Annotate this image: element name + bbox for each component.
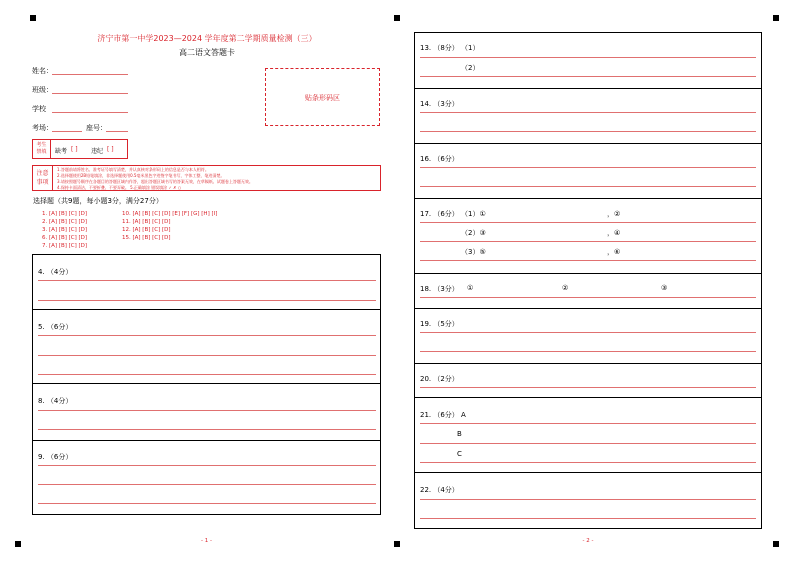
answer-line[interactable] bbox=[38, 280, 376, 281]
mc-row[interactable]: 2. [A] [B] [C] [D] bbox=[42, 219, 88, 225]
answer-line[interactable] bbox=[420, 112, 756, 113]
question-label: 13. （8分） （1） bbox=[420, 44, 480, 52]
question-label: 20. （2分） bbox=[420, 375, 459, 383]
divider bbox=[415, 472, 761, 473]
seat-field[interactable] bbox=[106, 131, 128, 132]
answer-line[interactable] bbox=[38, 465, 376, 466]
name-label: 姓名： bbox=[32, 67, 53, 75]
mc-column-2 bbox=[122, 210, 217, 242]
page-number: - 1 - bbox=[201, 538, 212, 544]
card-subtitle: 高二语文答题卡 bbox=[179, 48, 235, 57]
question-label: 5. （6分） bbox=[38, 323, 73, 331]
sub-question-label: ② bbox=[562, 284, 569, 292]
question-label: 8. （4分） bbox=[38, 397, 73, 405]
sub-question-label: （2）③ bbox=[461, 229, 486, 237]
answer-line[interactable] bbox=[420, 297, 756, 298]
status-label: 考生 禁填 bbox=[33, 140, 51, 158]
sub-question-label: （2） bbox=[461, 64, 480, 72]
question-label: 9. （6分） bbox=[38, 453, 73, 461]
divider bbox=[415, 273, 761, 274]
mc-heading: 选择题（共9题，每小题3分，满分27分） bbox=[33, 197, 163, 205]
sub-question-label: ③ bbox=[661, 284, 668, 292]
answer-line[interactable] bbox=[420, 423, 756, 424]
sub-question-label: ，⑥ bbox=[607, 248, 621, 256]
mc-row[interactable]: 10. [A] [B] [C] [D] [E] [F] [G] [H] [I] bbox=[122, 211, 218, 217]
sub-question-label: B bbox=[457, 430, 462, 438]
question-label: 17. （6分） （1）① bbox=[420, 210, 486, 218]
divider bbox=[415, 308, 761, 309]
answer-line[interactable] bbox=[38, 410, 376, 411]
question-label: 14. （3分） bbox=[420, 100, 459, 108]
answer-line[interactable] bbox=[420, 76, 756, 77]
question-label: 4. （4分） bbox=[38, 268, 73, 276]
divider bbox=[33, 383, 380, 384]
answer-line[interactable] bbox=[420, 241, 756, 242]
room-field[interactable] bbox=[52, 131, 82, 132]
seat-label: 座号： bbox=[86, 124, 107, 132]
answer-line[interactable] bbox=[420, 518, 756, 519]
answer-area-right bbox=[414, 32, 762, 529]
answer-line[interactable] bbox=[420, 332, 756, 333]
question-label: 18. （3分） bbox=[420, 285, 459, 293]
answer-line[interactable] bbox=[38, 429, 376, 430]
sub-question-label: ① bbox=[467, 284, 474, 292]
page-number: - 2 - bbox=[582, 538, 594, 544]
registration-mark bbox=[773, 15, 779, 21]
answer-line[interactable] bbox=[420, 167, 756, 168]
registration-mark bbox=[394, 541, 400, 547]
mc-row[interactable]: 1. [A] [B] [C] [D] bbox=[42, 211, 88, 217]
name-field[interactable] bbox=[52, 74, 128, 75]
divider bbox=[415, 397, 761, 398]
answer-line[interactable] bbox=[420, 57, 756, 58]
room-label: 考场： bbox=[32, 124, 53, 132]
mc-row[interactable]: 12. [A] [B] [C] [D] bbox=[122, 227, 171, 233]
answer-line[interactable] bbox=[38, 484, 376, 485]
sub-question-label: （3）⑤ bbox=[461, 248, 486, 256]
status-box bbox=[32, 139, 128, 159]
mc-row[interactable]: 7. [A] [B] [C] [D] bbox=[42, 243, 88, 249]
notice-label: 注意 事项 bbox=[33, 166, 53, 190]
divider bbox=[415, 363, 761, 364]
notice-text: 1.答题前请将姓名、准考证号填写清楚，并认真核对条形码上的信息是否与本人相符。 2.选择题使用2B铅笔填涂，非选择题使用0.5毫米黑色字迹签字笔书写，字体工整，笔迹清楚。 3.请按照题号顺序在各题目的答题区域内作答，超出答题区域书写的答案无效，在草稿纸、试题卷上答题无效。 4.保持卡面清洁，不要折叠、不要弄破。 5.正确填涂 错误填涂 ✓ ✗ ○ bbox=[57, 167, 253, 190]
registration-mark bbox=[30, 15, 36, 21]
mc-row[interactable]: 6. [A] [B] [C] [D] bbox=[42, 235, 88, 241]
divider bbox=[33, 309, 380, 310]
answer-line[interactable] bbox=[38, 503, 376, 504]
registration-mark bbox=[773, 541, 779, 547]
answer-line[interactable] bbox=[38, 335, 376, 336]
registration-mark bbox=[15, 541, 21, 547]
answer-line[interactable] bbox=[420, 260, 756, 261]
answer-line[interactable] bbox=[38, 355, 376, 356]
divider bbox=[415, 198, 761, 199]
question-label: 22. （4分） bbox=[420, 486, 459, 494]
mc-row[interactable]: 3. [A] [B] [C] [D] bbox=[42, 227, 88, 233]
absent-label: 缺考 bbox=[55, 148, 68, 155]
sub-question-label: C bbox=[457, 450, 462, 458]
question-label: 21. （6分） A bbox=[420, 411, 466, 419]
answer-line[interactable] bbox=[420, 499, 756, 500]
barcode-label: 贴条形码区 bbox=[305, 94, 340, 102]
exam-title: 济宁市第一中学2023—2024 学年度第二学期质量检测（三） bbox=[97, 34, 317, 43]
class-field[interactable] bbox=[52, 93, 128, 94]
answer-area-left bbox=[32, 254, 381, 515]
answer-line[interactable] bbox=[420, 443, 756, 444]
answer-line[interactable] bbox=[38, 374, 376, 375]
mc-row[interactable]: 11. [A] [B] [C] [D] bbox=[122, 219, 171, 225]
notice-box bbox=[32, 165, 381, 191]
registration-mark bbox=[394, 15, 400, 21]
barcode-area bbox=[265, 68, 380, 126]
answer-line[interactable] bbox=[38, 300, 376, 301]
absent-checkbox[interactable]: [ ] bbox=[71, 146, 78, 153]
answer-line[interactable] bbox=[420, 351, 756, 352]
divider bbox=[415, 88, 761, 89]
answer-line[interactable] bbox=[420, 222, 756, 223]
divider bbox=[415, 143, 761, 144]
mc-row[interactable]: 15. [A] [B] [C] [D] bbox=[122, 235, 171, 241]
school-label: 学校 bbox=[32, 105, 46, 113]
question-label: 16. （6分） bbox=[420, 155, 459, 163]
sub-question-label: ，④ bbox=[607, 229, 621, 237]
divider bbox=[33, 440, 380, 441]
answer-line[interactable] bbox=[420, 462, 756, 463]
class-label: 班级： bbox=[32, 86, 53, 94]
violation-checkbox[interactable]: [ ] bbox=[107, 146, 114, 153]
answer-line[interactable] bbox=[420, 186, 756, 187]
sub-question-label: ，② bbox=[607, 210, 621, 218]
violation-label: 违纪 bbox=[91, 148, 104, 155]
school-field[interactable] bbox=[52, 112, 128, 113]
answer-line[interactable] bbox=[420, 387, 756, 388]
answer-line[interactable] bbox=[420, 131, 756, 132]
mc-column-1 bbox=[42, 210, 87, 250]
question-label: 19. （5分） bbox=[420, 320, 459, 328]
